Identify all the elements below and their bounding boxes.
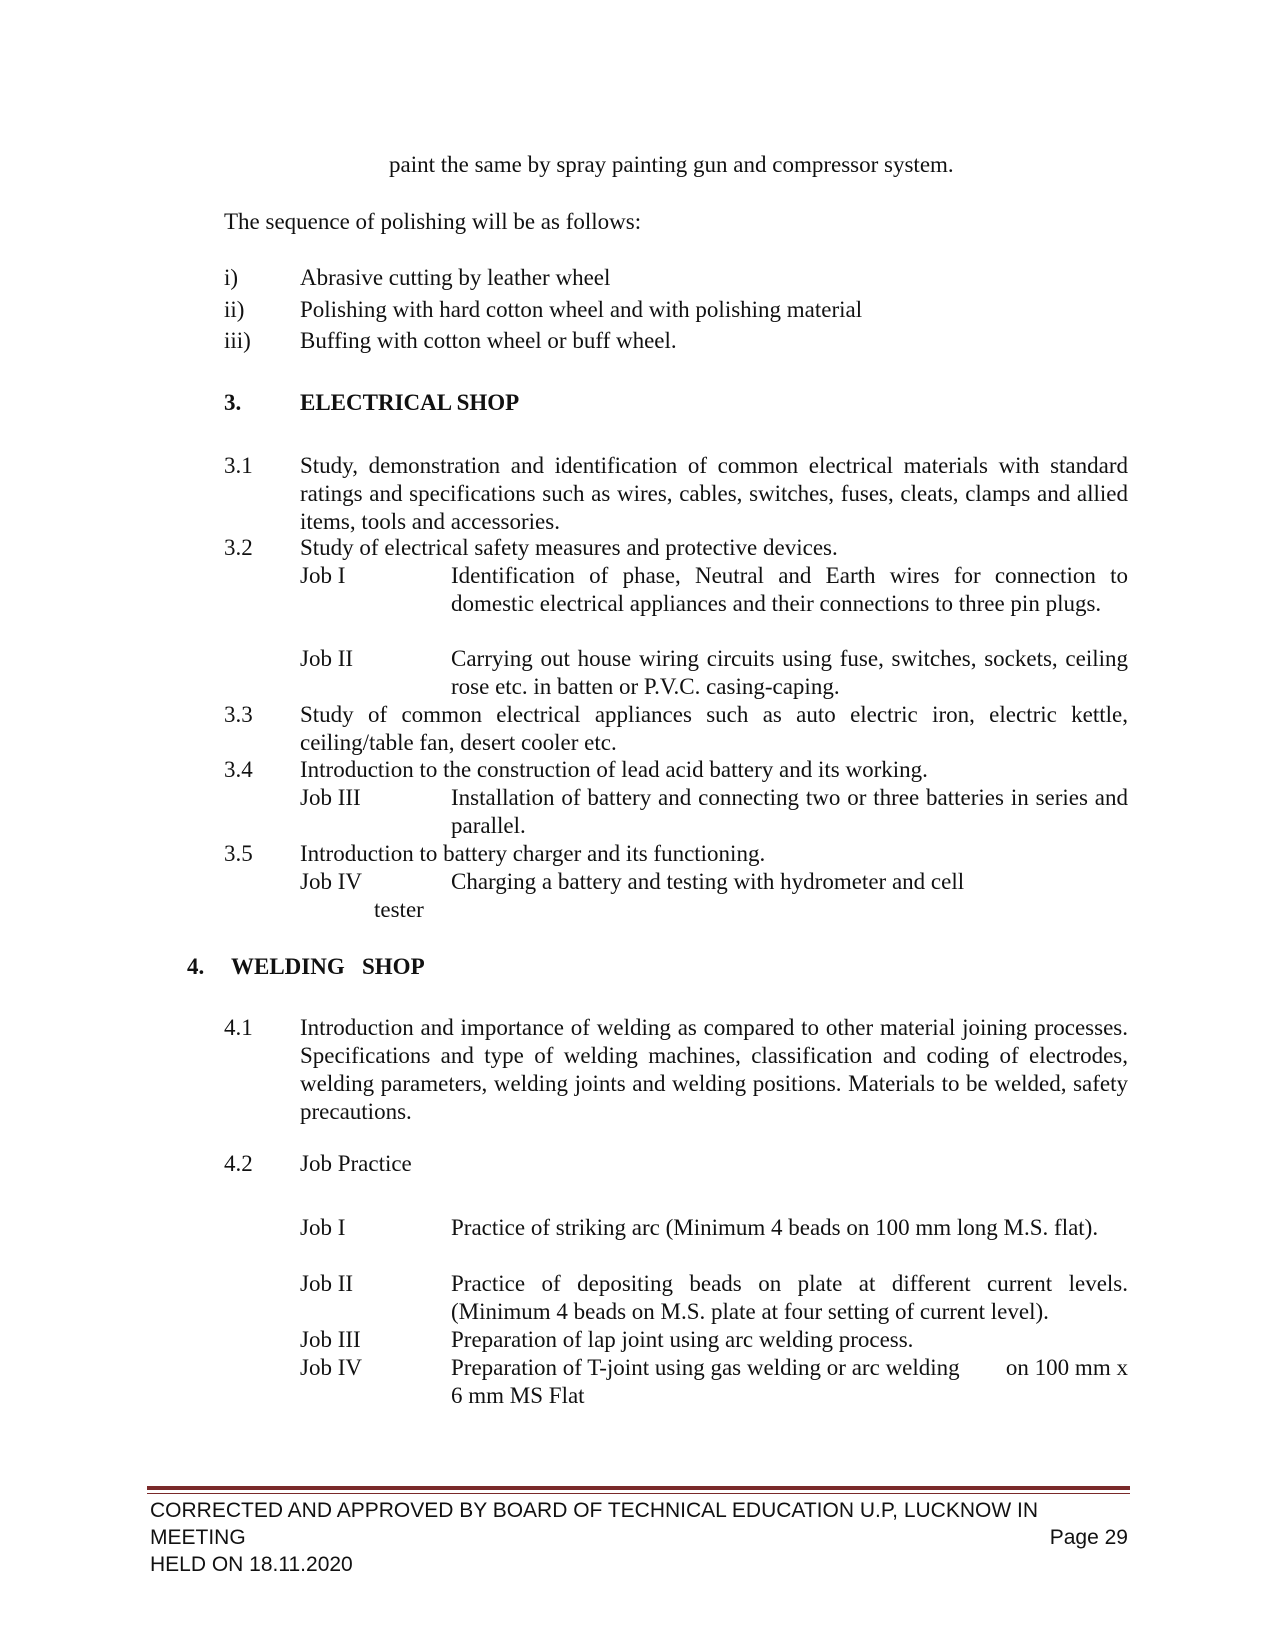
- item-text: Study of common electrical appliances such as auto electric iron, electric kettle, ceiling/table fan, desert cooler etc.: [300, 702, 1128, 755]
- footer-rule-thin: [147, 1493, 1130, 1494]
- list-item-number: ii): [224, 297, 245, 322]
- item-text: Job Practice: [300, 1151, 412, 1176]
- item-number: 3.5: [224, 841, 253, 866]
- job-label: Job IV: [300, 1355, 362, 1380]
- section-number: 3.: [224, 390, 242, 415]
- item-text: Introduction to the construction of lead acid battery and its working.: [300, 757, 928, 782]
- item-text: Study, demonstration and identification of common electrical materials with standard ratings and specifications such as wires, cables, switches, fuses, cleats, clamps and allied items, tools and accessories.: [300, 453, 1128, 534]
- job-label: Job I: [300, 1215, 346, 1240]
- section-title: WELDING SHOP: [231, 954, 425, 979]
- section-number: 4.: [187, 954, 205, 979]
- job-text: Preparation of T-joint using gas welding or arc welding on 100 mm x 6 mm MS Flat: [451, 1355, 1134, 1408]
- job-text: Preparation of lap joint using arc welding process.: [451, 1327, 914, 1352]
- item-number: 4.1: [224, 1015, 253, 1040]
- job-label: Job II: [300, 1271, 354, 1296]
- sequence-heading: The sequence of polishing will be as follows:: [224, 209, 642, 234]
- list-item-number: iii): [224, 328, 251, 353]
- item-text: Introduction and importance of welding as compared to other material joining processes. Specifications and type of welding machines, classification and coding of electrodes, welding parameters, welding joints and welding positions. Materials to be welded, safety precautions.: [300, 1015, 1128, 1124]
- item-number: 3.4: [224, 757, 253, 782]
- job-label: Job I: [300, 563, 346, 588]
- item-number: 3.2: [224, 535, 253, 560]
- job-text: Practice of depositing beads on plate at different current levels. (Minimum 4 beads on M.S. plate at four setting of current level).: [451, 1271, 1128, 1324]
- page-footer: [150, 1497, 1128, 1578]
- item-number: 3.1: [224, 453, 253, 478]
- job-text: Carrying out house wiring circuits using fuse, switches, sockets, ceiling rose etc. in batten or P.V.C. casing-caping.: [451, 646, 1128, 699]
- job-label: Job IV: [300, 869, 362, 894]
- list-item-text: Buffing with cotton wheel or buff wheel.: [300, 328, 677, 353]
- list-item-text: Polishing with hard cotton wheel and with polishing material: [300, 297, 863, 322]
- page-number: Page 29: [1049, 1526, 1128, 1549]
- job-text: Practice of striking arc (Minimum 4 beads on 100 mm long M.S. flat).: [451, 1215, 1099, 1240]
- job-text-tail: tester: [374, 897, 424, 922]
- list-item-text: Abrasive cutting by leather wheel: [300, 265, 611, 290]
- list-item-number: i): [224, 265, 239, 290]
- item-number: 4.2: [224, 1151, 253, 1176]
- job-label: Job III: [300, 1327, 361, 1352]
- job-label: Job III: [300, 785, 361, 810]
- job-text: Installation of battery and connecting two or three batteries in series and parallel.: [451, 785, 1128, 838]
- footer-line-1: CORRECTED AND APPROVED BY BOARD OF TECHNICAL EDUCATION U.P, LUCKNOW IN MEETING: [150, 1499, 1038, 1549]
- footer-line-2: HELD ON 18.11.2020: [150, 1553, 353, 1576]
- job-text: Charging a battery and testing with hydrometer and cell: [451, 869, 965, 894]
- item-text: Introduction to battery charger and its functioning.: [300, 841, 766, 866]
- item-text: Study of electrical safety measures and protective devices.: [300, 535, 838, 560]
- footer-rule: [147, 1486, 1130, 1490]
- job-label: Job II: [300, 646, 354, 671]
- item-number: 3.3: [224, 702, 253, 727]
- section-title: ELECTRICAL SHOP: [300, 390, 520, 415]
- job-text: Identification of phase, Neutral and Earth wires for connection to domestic electrical appliances and their connections to three pin plugs.: [451, 563, 1128, 616]
- continuation-line: paint the same by spray painting gun and compressor system.: [389, 152, 954, 177]
